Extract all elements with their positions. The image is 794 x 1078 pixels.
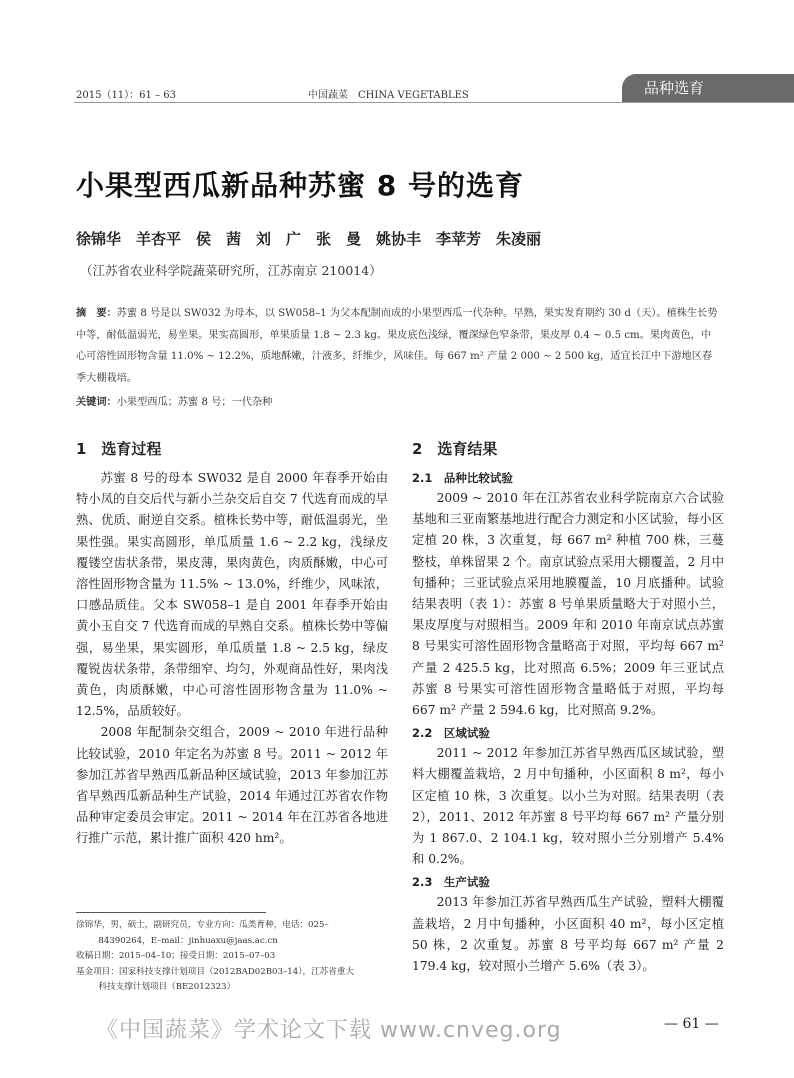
footnote-rule bbox=[76, 912, 266, 913]
header-rule bbox=[74, 102, 794, 103]
subsection-2-3-text: 2013 年参加江苏省早熟西瓜生产试验，塑料大棚覆盖栽培，2 月中旬播种，小区面积 40 m²，每小区定植 50 株，2 次重复。苏蜜 8 号平均每 667 m² 产量 2 179.4 kg，较对照小兰增产 5.6%（表 3）。 bbox=[412, 895, 724, 974]
page-number: — 61 — bbox=[664, 1016, 719, 1032]
footnote-dates: 收稿日期：2015–04–10；接受日期：2015–07–03 bbox=[76, 951, 276, 961]
abstract bbox=[76, 303, 720, 389]
footnote-fund: 基金项目：国家科技支撑计划项目（2012BAD02B03–14），江苏省重大 bbox=[76, 966, 355, 977]
keywords bbox=[76, 393, 272, 408]
authors: 徐锦华 羊杏平 侯 茜 刘 广 张 曼 姚协丰 李苹芳 朱凌丽 bbox=[76, 230, 542, 248]
section-1-heading: 1 选育过程 bbox=[76, 440, 162, 458]
subsection-2-2-text: 2011 ~ 2012 年参加江苏省早熟西瓜区域试验，塑料大棚覆盖栽培，2 月中旬播种，小区面积 8 m²，每小区定植 10 株，3 次重复。以小兰为对照。结果表明（表 2），2011、2012 年苏蜜 8 号平均每 667 m² 产量分别为 1 867.0、2 104.1 kg，较对照小兰分别增产 5.4% 和 0.2%。 bbox=[412, 746, 724, 867]
subsection-2-1-heading: 2.1 品种比较试验 bbox=[412, 471, 513, 485]
subsection-2-2-heading: 2.2 区域试验 bbox=[412, 726, 490, 741]
footnote-fund-cont: 科技支撑计划项目（BE2012323） bbox=[98, 982, 236, 992]
abstract-text: 苏蜜 8 号是以 SW032 为母本，以 SW058–1 为父本配制而成的小果型西瓜一代杂种。早熟，果实发育期约 30 d（天）。植株生长势中等，耐低温弱光，易坐果。果实高圆形，单果质量 1.8 ~ 2.3 kg。果皮底色浅绿，覆深绿色窄条带，果皮厚 0.4 ~ 0.5 cm。果肉黄色，中心可溶性固形物含量 11.0% ~ 12.2%，质地酥嫩，汁液多，纤维少，风味佳。每 667 m² 产量 2 000 ~ 2 500 kg，适宜长江中下游地区春季大棚栽培。 bbox=[76, 308, 718, 384]
section-tab: 品种选育 bbox=[622, 74, 794, 102]
article-title: 小果型西瓜新品种苏蜜 8 号的选育 bbox=[76, 169, 524, 202]
citation: 2015（11）：61 – 63 bbox=[76, 90, 176, 101]
section-1-paragraph-2: 2008 年配制杂交组合，2009 ~ 2010 年进行品种比较试验，2010 年定名为苏蜜 8 号。2011 ~ 2012 年参加江苏省早熟西瓜新品种区域试验，2013 年参加江苏省早熟西瓜新品种生产试验，2014 年通过江苏省农作物品种审定委员会审定。2011 ~ 2014 年在江苏省各地进行推广示范，累计推广面积 420 hm²。 bbox=[76, 725, 388, 846]
keywords-text: 小果型西瓜；苏蜜 8 号；一代杂种 bbox=[116, 397, 273, 408]
subsection-2-1-text: 2009 ~ 2010 年在江苏省农业科学院南京六合试验基地和三亚南繁基地进行配合力测定和小区试验，每小区定植 20 株，3 次重复，每 667 m² 种植 700 株，三蔓整枝，单株留果 2 个。南京试验点采用大棚覆盖，2 月中旬播种；三亚试验点采用地膜覆盖，10 月底播种。试验结果表明（表 1）：苏蜜 8 号单果质量略大于对照小兰，果皮厚度与对照相当。2009 年和 2010 年南京试点苏蜜 8 号果实可溶性固形物含量略高于对照，平均每 667 m² 产量 2 425.5 kg，比对照高 6.5%；2009 年三亚试点苏蜜 8 号果实可溶性固形物含量略低于对照，平均每 667 m² 产量 2 594.6 kg，比对照高 9.2%。 bbox=[412, 491, 724, 718]
footnote-author-info: 徐锦华，男，硕士，副研究员，专业方向：瓜类育种，电话：025– bbox=[76, 920, 329, 930]
right-column bbox=[412, 438, 724, 977]
journal-name: 中国蔬菜 CHINA VEGETABLES bbox=[308, 90, 469, 101]
section-2-heading: 2 选育结果 bbox=[412, 440, 498, 458]
affiliation: （江苏省农业科学院蔬菜研究所，江苏南京 210014） bbox=[80, 263, 382, 278]
keywords-label: 关键词： bbox=[76, 396, 117, 408]
abstract-label: 摘 要： bbox=[76, 307, 117, 319]
subsection-2-3-heading: 2.3 生产试验 bbox=[412, 875, 490, 890]
footnote-author-contact: 84390264，E–mail：jinhuaxu@jaas.ac.cn bbox=[98, 935, 278, 946]
footnotes bbox=[76, 918, 388, 996]
section-1-paragraph-1: 苏蜜 8 号的母本 SW032 是自 2000 年春季开始由特小凤的自交后代与新小兰杂交后自交 7 代选育而成的早熟、优质、耐逆自交系。植株长势中等，耐低温弱光，坐果性强。果实高圆形，单瓜质量 1.6 ~ 2.2 kg，浅绿皮覆镂空齿状条带，果皮薄，果肉黄色，肉质酥嫩，中心可溶性固形物含量为 11.5% ~ 13.0%，纤维少，风味浓，口感品质佳。父本 SW058–1 是自 2001 年春季开始由黄小玉自交 7 代选育而成的早熟自交系。植株长势中等偏强，易坐果，果实圆形，单瓜质量 1.8 ~ 2.5 kg，绿皮覆锐齿状条带，条带细窄、均匀，外观商品性好，果肉浅黄色，肉质酥嫩，中心可溶性固形物含量为 11.0% ~ 12.5%，品质较好。 bbox=[76, 471, 388, 719]
left-column bbox=[76, 438, 388, 850]
download-watermark: 《中国蔬菜》学术论文下载 www.cnveg.org bbox=[96, 1018, 562, 1043]
